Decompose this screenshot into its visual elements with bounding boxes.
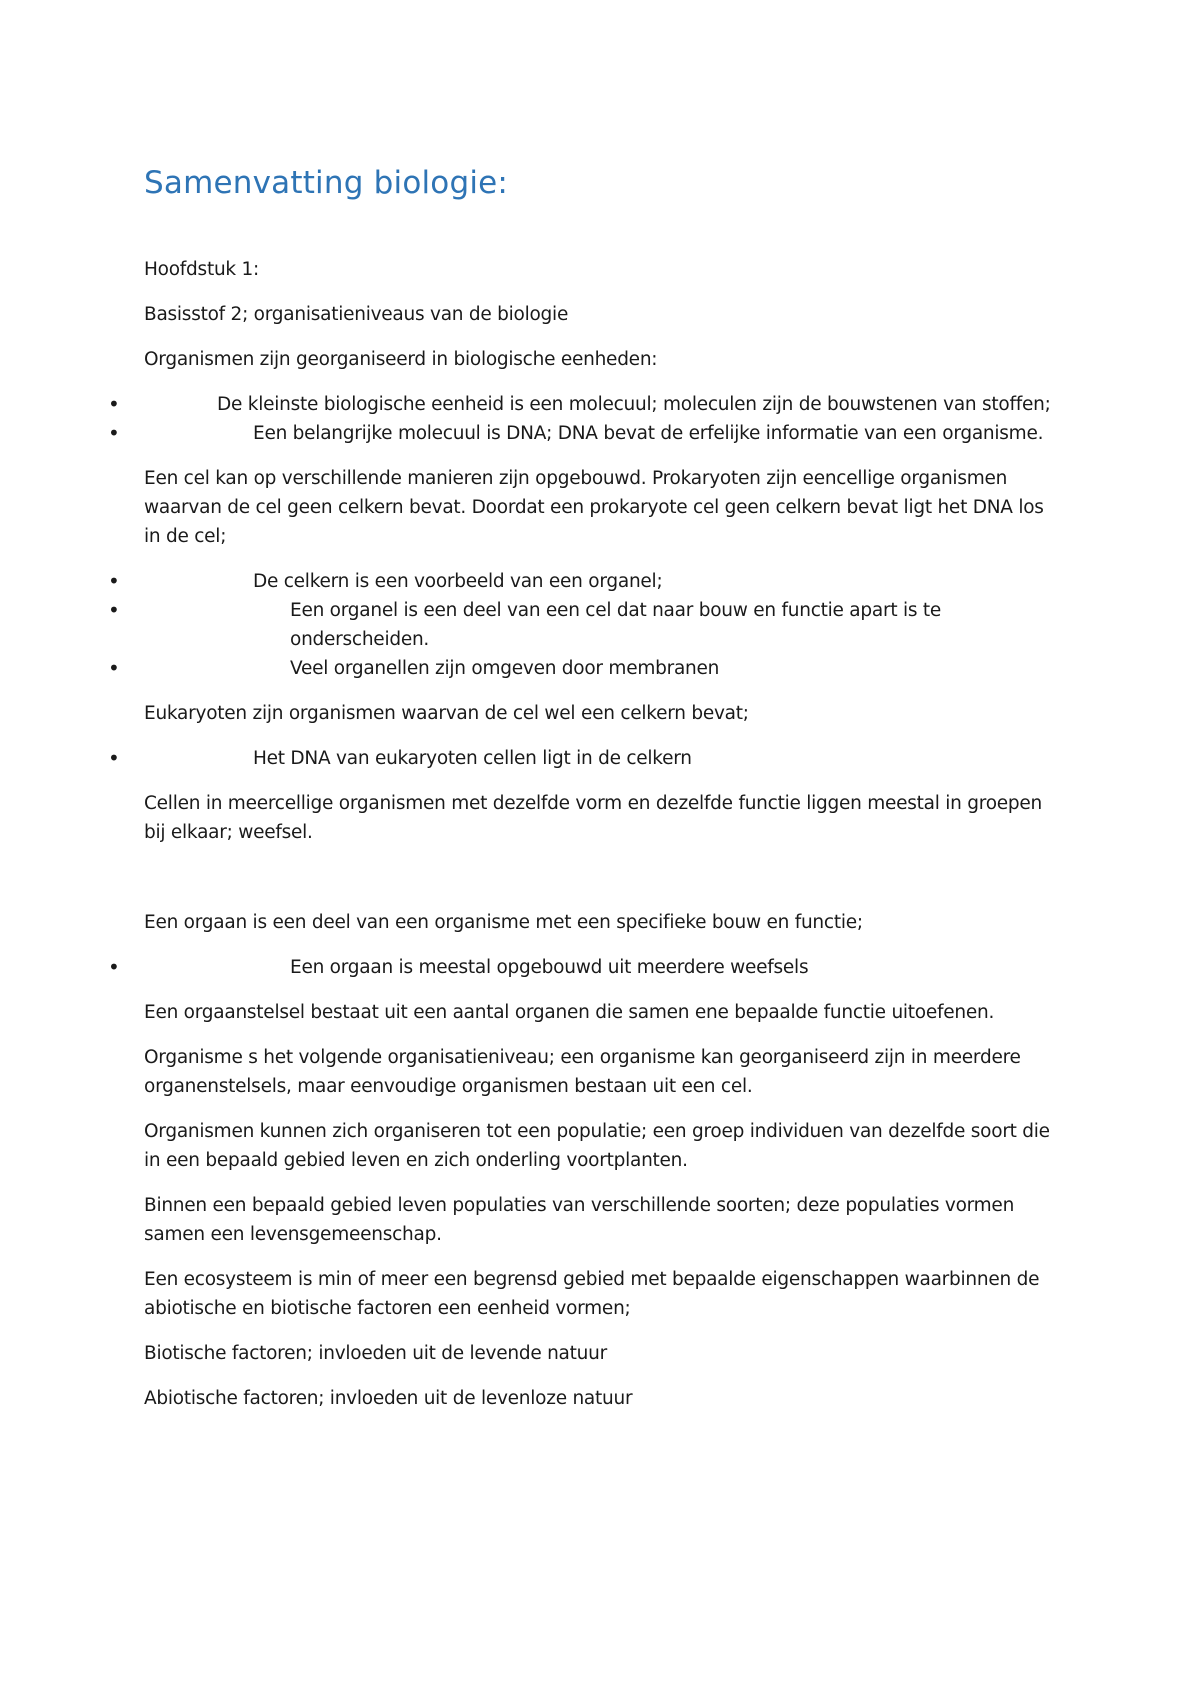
- paragraph: Binnen een bepaald gebied leven populaties van verschillende soorten; deze populaties vormen samen een levensgemeenschap.: [144, 1195, 1015, 1245]
- paragraph: Een ecosysteem is min of meer een begrensd gebied met bepaalde eigenschappen waarbinnen de abiotische en biotische factoren een eenheid vormen;: [144, 1269, 1040, 1319]
- list-item: • Een belangrijke molecuul is DNA; DNA bevat de erfelijke informatie van een organisme.: [144, 419, 1064, 448]
- list-item: • De kleinste biologische eenheid is een molecuul; moleculen zijn de bouwstenen van stoffen;: [144, 390, 1064, 419]
- list-item: • Het DNA van eukaryoten cellen ligt in de celkern: [144, 744, 1064, 773]
- bullet-list: [144, 567, 1064, 683]
- list-item: • Een organel is een deel van een cel dat naar bouw en functie apart is te onderscheiden.: [144, 596, 1064, 654]
- paragraph: Biotische factoren; invloeden uit de levende natuur: [144, 1343, 607, 1364]
- paragraph: Organismen zijn georganiseerd in biologische eenheden:: [144, 349, 658, 370]
- paragraph: Eukaryoten zijn organismen waarvan de cel wel een celkern bevat;: [144, 703, 749, 724]
- document-body: [144, 163, 1064, 1429]
- list-item: • De celkern is een voorbeeld van een organel;: [144, 567, 1064, 596]
- bullet-list: [144, 953, 1064, 982]
- empty-line: [144, 863, 1064, 908]
- list-item: • Veel organellen zijn omgeven door membranen: [144, 654, 1064, 683]
- paragraph: Organismen kunnen zich organiseren tot een populatie; een groep individuen van dezelfde soort die in een bepaald gebied leven en zich onderling voortplanten.: [144, 1121, 1050, 1171]
- document-title: Samenvatting biologie:: [144, 165, 509, 201]
- paragraph: Abiotische factoren; invloeden uit de levenloze natuur: [144, 1388, 633, 1409]
- paragraph: Een cel kan op verschillende manieren zijn opgebouwd. Prokaryoten zijn eencellige organismen waarvan de cel geen celkern bevat. Doordat een prokaryote cel geen celkern bevat ligt het DNA los in de cel;: [144, 468, 1044, 547]
- paragraph: Een orgaanstelsel bestaat uit een aantal organen die samen ene bepaalde functie uitoefenen.: [144, 1002, 995, 1023]
- paragraph: Een orgaan is een deel van een organisme met een specifieke bouw en functie;: [144, 912, 863, 933]
- chapter-heading: Hoofdstuk 1:: [144, 259, 260, 280]
- list-item: • Een orgaan is meestal opgebouwd uit meerdere weefsels: [144, 953, 1064, 982]
- bullet-list: [144, 744, 1064, 773]
- paragraph: Cellen in meercellige organismen met dezelfde vorm en dezelfde functie liggen meestal in groepen bij elkaar; weefsel.: [144, 793, 1043, 843]
- bullet-list: [144, 390, 1064, 448]
- section-heading: Basisstof 2; organisatieniveaus van de biologie: [144, 304, 569, 325]
- paragraph: Organisme s het volgende organisatieniveau; een organisme kan georganiseerd zijn in meerdere organenstelsels, maar eenvoudige organismen bestaan uit een cel.: [144, 1047, 1021, 1097]
